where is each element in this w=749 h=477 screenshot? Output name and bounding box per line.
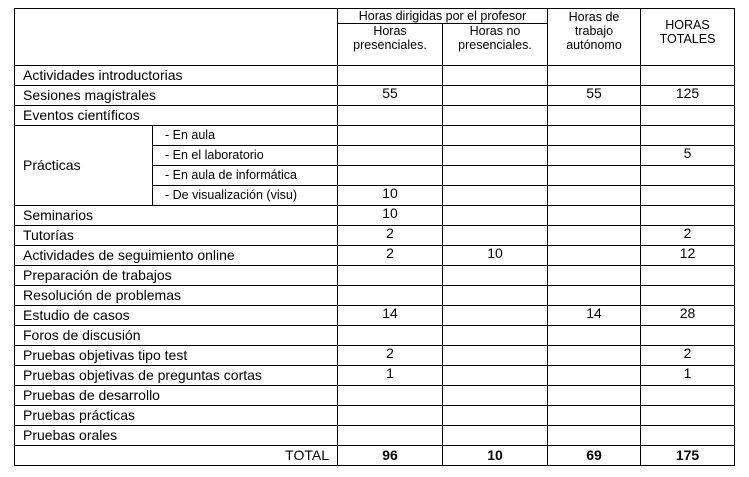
total-horas: 175 <box>641 446 735 466</box>
total-value <box>641 406 735 426</box>
header-empty-cell <box>15 9 338 66</box>
presenciales-value <box>338 406 443 426</box>
activity-label: Actividades de seguimiento online <box>15 246 338 266</box>
total-value <box>641 386 735 406</box>
autonomo-value <box>548 146 641 166</box>
no-presenciales-value <box>443 166 548 186</box>
no-presenciales-value: 10 <box>443 246 548 266</box>
table-row <box>15 366 735 386</box>
total-value <box>641 206 735 226</box>
practicas-sub-label: - En el laboratorio <box>153 146 338 166</box>
presenciales-value <box>338 266 443 286</box>
total-value <box>641 326 735 346</box>
activity-label: Preparación de trabajos <box>15 266 338 286</box>
activity-label: Tutorías <box>15 226 338 246</box>
presenciales-value <box>338 106 443 126</box>
header-presenciales: Horas presenciales. <box>338 24 443 66</box>
table-row <box>15 346 735 366</box>
total-value: 5 <box>641 146 735 166</box>
total-value <box>641 106 735 126</box>
no-presenciales-value <box>443 326 548 346</box>
total-value: 12 <box>641 246 735 266</box>
table-row <box>15 286 735 306</box>
presenciales-value <box>338 166 443 186</box>
header-group-label: Horas dirigidas por el profesor <box>338 9 548 24</box>
total-presenciales: 96 <box>338 446 443 466</box>
total-value <box>641 126 735 146</box>
activity-label: Pruebas prácticas <box>15 406 338 426</box>
activity-label: Pruebas objetivas de preguntas cortas <box>15 366 338 386</box>
presenciales-value: 2 <box>338 246 443 266</box>
autonomo-value <box>548 66 641 86</box>
table-row <box>15 66 735 86</box>
table-row <box>15 86 735 106</box>
practicas-label: Prácticas <box>15 126 153 206</box>
activity-label: Sesiones magistrales <box>15 86 338 106</box>
practicas-sub-label: - En aula de informática <box>153 166 338 186</box>
table-row <box>15 406 735 426</box>
autonomo-value <box>548 126 641 146</box>
autonomo-value <box>548 266 641 286</box>
autonomo-value <box>548 366 641 386</box>
no-presenciales-value <box>443 106 548 126</box>
autonomo-value <box>548 166 641 186</box>
no-presenciales-value <box>443 126 548 146</box>
activity-label: Seminarios <box>15 206 338 226</box>
autonomo-value <box>548 106 641 126</box>
table-row <box>15 306 735 326</box>
header-autonomo: Horas de trabajo autónomo <box>548 9 641 66</box>
total-no-presenciales: 10 <box>443 446 548 466</box>
table-row <box>15 266 735 286</box>
presenciales-value <box>338 426 443 446</box>
practicas-sub-label: - De visualización (visu) <box>153 186 338 206</box>
no-presenciales-value <box>443 186 548 206</box>
no-presenciales-value <box>443 286 548 306</box>
autonomo-value: 55 <box>548 86 641 106</box>
presenciales-value <box>338 386 443 406</box>
practicas-sub-label: - En aula <box>153 126 338 146</box>
autonomo-value <box>548 246 641 266</box>
total-value <box>641 426 735 446</box>
header-totales: HORAS TOTALES <box>641 9 735 66</box>
no-presenciales-value <box>443 66 548 86</box>
total-value <box>641 66 735 86</box>
total-value <box>641 286 735 306</box>
table-row <box>15 426 735 446</box>
presenciales-value: 1 <box>338 366 443 386</box>
autonomo-value <box>548 326 641 346</box>
presenciales-value: 2 <box>338 346 443 366</box>
no-presenciales-value <box>443 406 548 426</box>
table-row <box>15 386 735 406</box>
autonomo-value <box>548 386 641 406</box>
activity-label: Resolución de problemas <box>15 286 338 306</box>
total-value <box>641 166 735 186</box>
no-presenciales-value <box>443 266 548 286</box>
presenciales-value <box>338 326 443 346</box>
presenciales-value <box>338 286 443 306</box>
total-label: TOTAL <box>15 446 338 466</box>
total-value <box>641 266 735 286</box>
no-presenciales-value <box>443 366 548 386</box>
total-value <box>641 186 735 206</box>
activity-label: Pruebas objetivas tipo test <box>15 346 338 366</box>
total-value: 2 <box>641 346 735 366</box>
autonomo-value <box>548 286 641 306</box>
no-presenciales-value <box>443 86 548 106</box>
no-presenciales-value <box>443 226 548 246</box>
presenciales-value: 10 <box>338 206 443 226</box>
total-value: 2 <box>641 226 735 246</box>
no-presenciales-value <box>443 346 548 366</box>
autonomo-value <box>548 426 641 446</box>
autonomo-value: 14 <box>548 306 641 326</box>
no-presenciales-value <box>443 386 548 406</box>
table-row <box>15 106 735 126</box>
table-row <box>15 206 735 226</box>
no-presenciales-value <box>443 146 548 166</box>
header-no-presenciales: Horas no presenciales. <box>443 24 548 66</box>
autonomo-value <box>548 406 641 426</box>
presenciales-value <box>338 66 443 86</box>
practicas-subrow <box>15 126 735 146</box>
presenciales-value: 14 <box>338 306 443 326</box>
activity-label: Pruebas de desarrollo <box>15 386 338 406</box>
presenciales-value <box>338 126 443 146</box>
presenciales-value <box>338 146 443 166</box>
no-presenciales-value <box>443 306 548 326</box>
autonomo-value <box>548 346 641 366</box>
activity-label: Eventos científicos <box>15 106 338 126</box>
activity-label: Actividades introductorias <box>15 66 338 86</box>
total-row <box>15 446 735 466</box>
presenciales-value: 55 <box>338 86 443 106</box>
hours-table <box>14 8 735 466</box>
presenciales-value: 10 <box>338 186 443 206</box>
autonomo-value <box>548 206 641 226</box>
total-autonomo: 69 <box>548 446 641 466</box>
autonomo-value <box>548 226 641 246</box>
table-row <box>15 246 735 266</box>
table-row <box>15 226 735 246</box>
activity-label: Foros de discusión <box>15 326 338 346</box>
total-value: 1 <box>641 366 735 386</box>
no-presenciales-value <box>443 206 548 226</box>
activity-label: Estudio de casos <box>15 306 338 326</box>
activity-label: Pruebas orales <box>15 426 338 446</box>
table-row <box>15 326 735 346</box>
total-value: 28 <box>641 306 735 326</box>
presenciales-value: 2 <box>338 226 443 246</box>
autonomo-value <box>548 186 641 206</box>
no-presenciales-value <box>443 426 548 446</box>
total-value: 125 <box>641 86 735 106</box>
